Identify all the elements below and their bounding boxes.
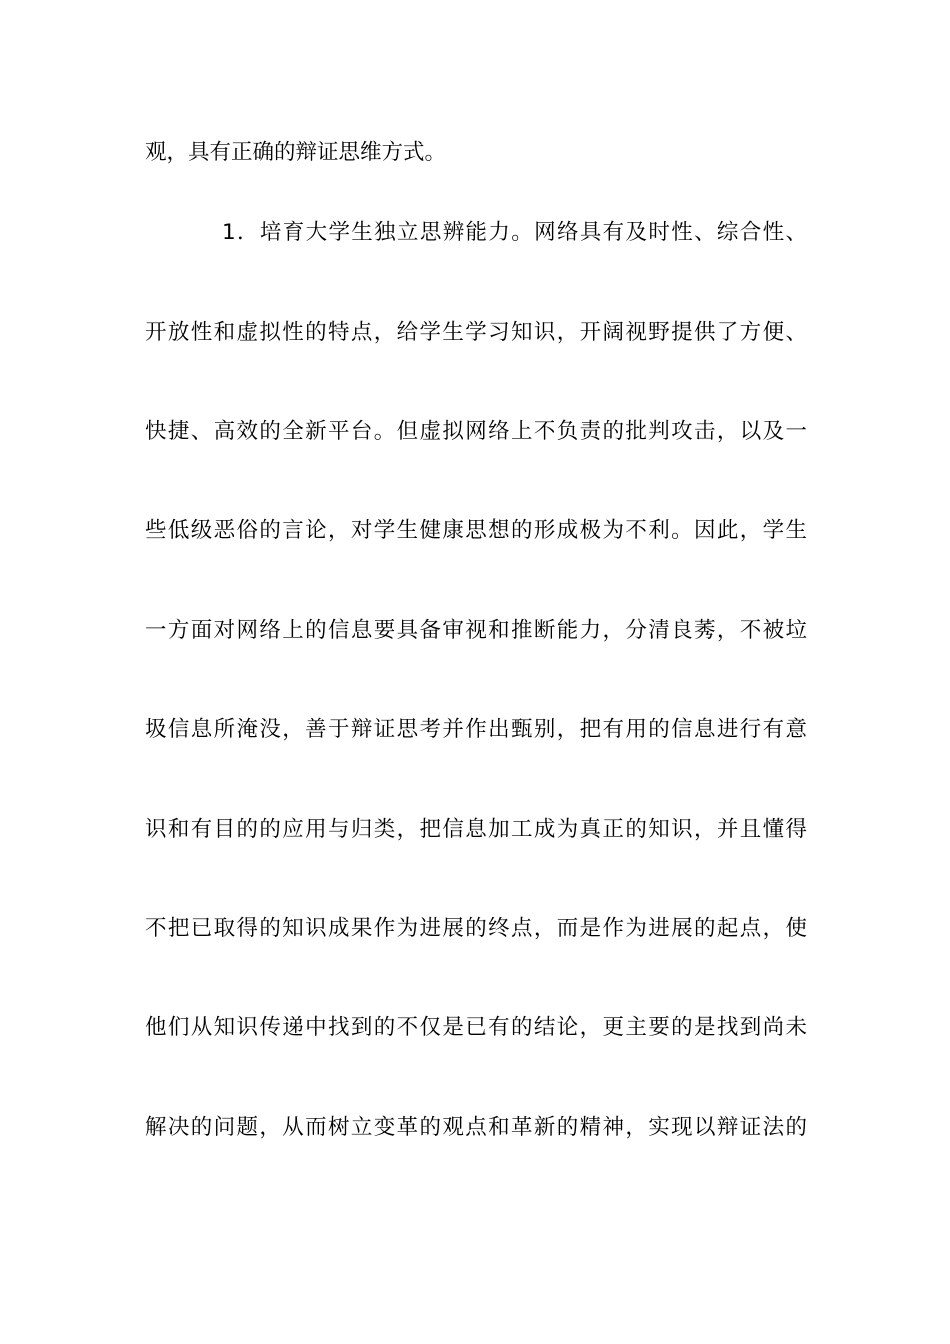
- text-line: 些低级恶俗的言论，对学生健康思想的形成极为不利。因此，学生: [145, 518, 807, 543]
- text-line: 圾信息所淹没，善于辩证思考并作出甄别，把有用的信息进行有意: [145, 717, 807, 742]
- text-line: 观，具有正确的辩证思维方式。: [145, 140, 447, 165]
- text-line: 他们从知识传递中找到的不仅是已有的结论，更主要的是找到尚未: [145, 1015, 807, 1040]
- text-line: 不把已取得的知识成果作为进展的终点，而是作为进展的起点，使: [145, 916, 807, 941]
- text-line: 一方面对网络上的信息要具备审视和推断能力，分清良莠，不被垃: [145, 618, 807, 643]
- text-line: 快捷、高效的全新平台。但虚拟网络上不负责的批判攻击，以及一: [145, 419, 807, 444]
- text-line: 识和有目的的应用与归类，把信息加工成为真正的知识，并且懂得: [145, 817, 807, 842]
- text-line: 解决的问题，从而树立变革的观点和革新的精神，实现以辩证法的: [145, 1115, 807, 1140]
- paragraph-first-line: 1．培育大学生独立思辨能力。网络具有及时性、综合性、: [222, 220, 807, 245]
- text-line: 开放性和虚拟性的特点，给学生学习知识，开阔视野提供了方便、: [145, 320, 807, 345]
